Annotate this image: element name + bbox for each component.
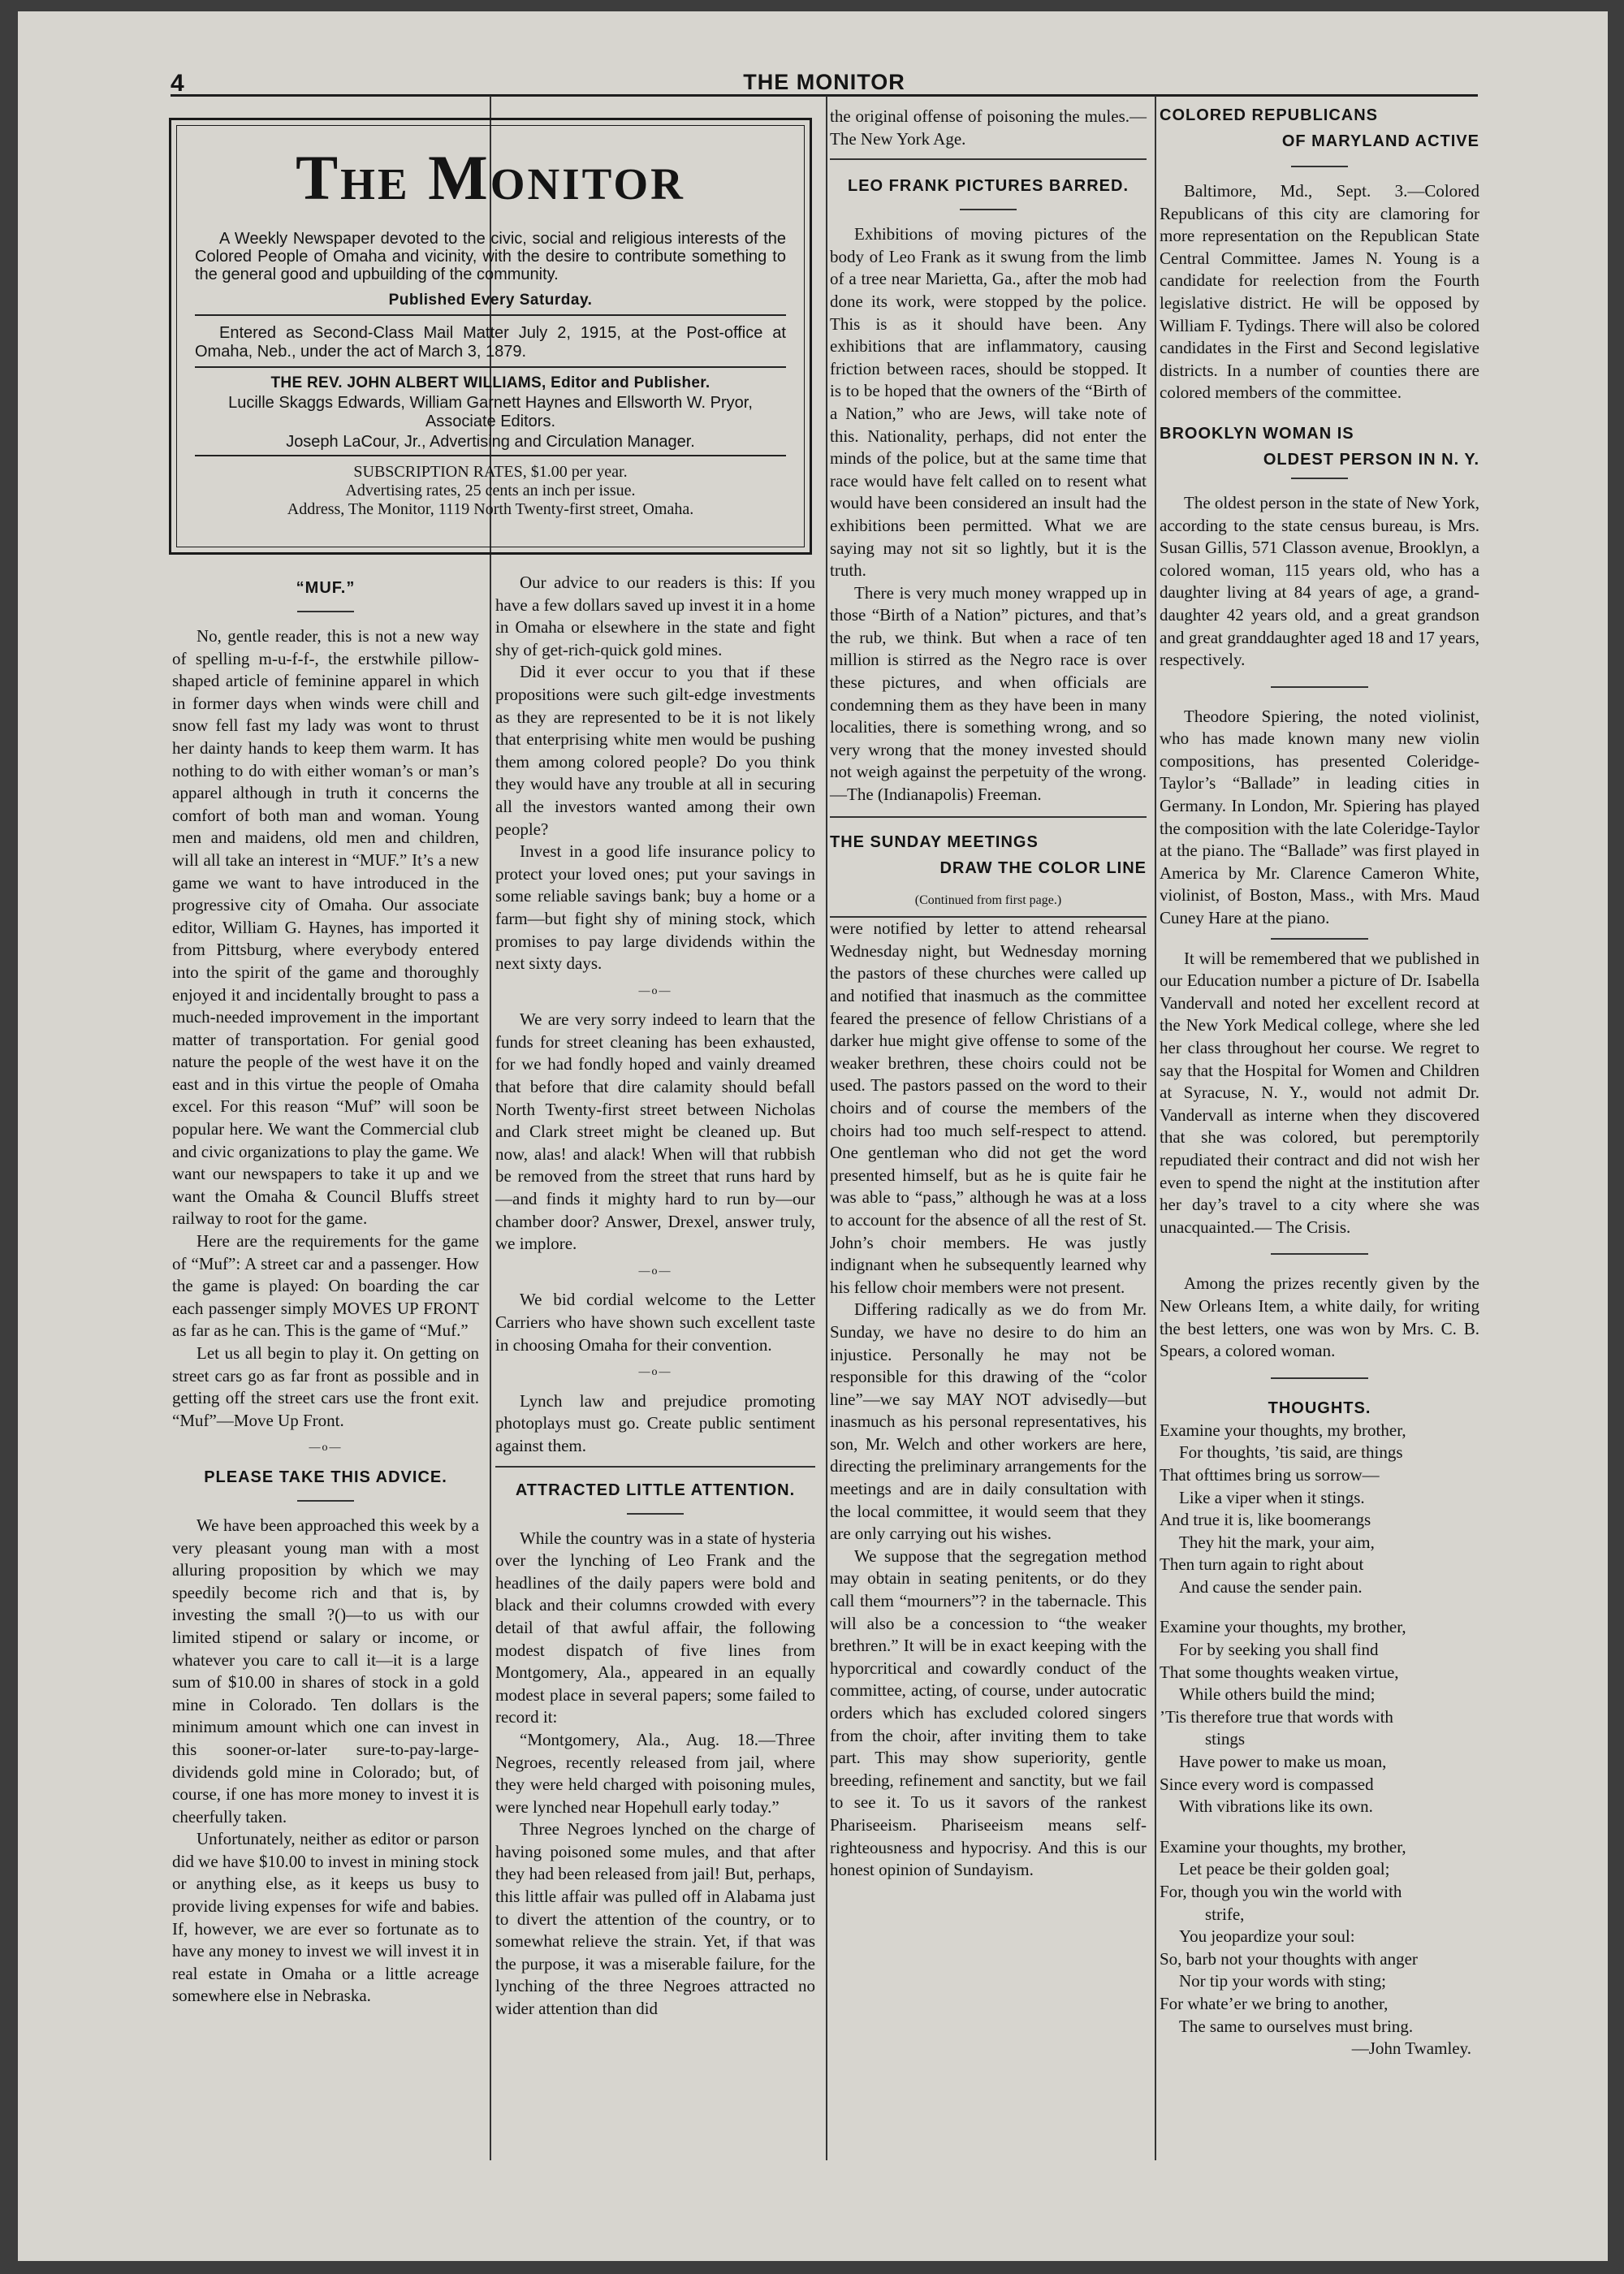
- vandervall-paragraph: It will be remembered that we published in our Education number a picture of Dr. Isabella Vandervall and noted her excellent record at the New York Medical college, where she led her class throughout her course. We regret to say that the Hospital for Women and Children at Syracuse, N. Y., would not admit Dr. Vandervall as interne when they discovered that she was colored, but peremptorily repudiated their contract and did not wish her even to spend the night at the institution after her day’s travel to a city where she was unacquainted.— The Crisis.: [1160, 948, 1479, 1237]
- poem-line: With vibrations like its own.: [1179, 1796, 1373, 1817]
- masthead-title: The Monitor: [296, 142, 685, 213]
- masthead-entered: Entered as Second-Class Mail Matter July 2, 1915, at the Post-office at Omaha, Neb., under the act of March 3, 1879.: [195, 324, 786, 361]
- section-rule: [830, 816, 1147, 818]
- poem-line: That some thoughts weaken virtue,: [1160, 1662, 1399, 1682]
- separator: —o—: [638, 1366, 672, 1379]
- header-rule: [171, 94, 1478, 97]
- sunday-meetings-headline: [830, 829, 1147, 881]
- separator: —o—: [638, 984, 672, 997]
- headline-line: COLORED REPUBLICANS: [1160, 106, 1379, 124]
- advice-headline: PLEASE TAKE THIS ADVICE.: [204, 1468, 447, 1486]
- poem-line: For whate’er we bring to another,: [1160, 1993, 1389, 2013]
- attracted-paragraph: While the country was in a state of hysteria over the lynching of Leo Frank and the headlines of the daily papers were bold and black and their columns crowded with every detail of that awful affair, the following modest dispatch of five lines from Montgomery, Ala., appeared in an equally modest place in several papers; some failed to record it:: [495, 1528, 815, 1727]
- poem-line: For thoughts, ’tis said, are things: [1179, 1442, 1403, 1463]
- poem-line: For, though you win the world with: [1160, 1882, 1402, 1901]
- sunday-paragraph: were notified by letter to attend rehearsal Wednesday night, but Wednesday morning the pastors of these churches were called up and notified that inasmuch as the committee feared the presence of fellow Christians of a darker hue might give offense to some of the weaker brethren, these choirs could not be used. The pastors passed on the word to their choirs and of course the members of the choirs had too much self-respect to attend. One gentleman who did not get the word presented himself, but as he is quite fair he was able to “pass,” although he was at a loss to account for the absence of all the rest of St. John’s choir members. He was justly indignant when he subsequently learned why his fellow choir members were not present.: [830, 919, 1147, 1297]
- masthead-manager: Joseph LaCour, Jr., Advertising and Circulation Manager.: [286, 433, 695, 451]
- poem-line: Nor tip your words with sting;: [1179, 1971, 1386, 1991]
- section-rule: [830, 158, 1147, 160]
- masthead-description: A Weekly Newspaper devoted to the civic, social and religious interests of the Colored People of Omaha and vicinity, with the desire to contribute something to the general good and upbuilding of the community.: [195, 230, 786, 283]
- poem-line: Examine your thoughts, my brother,: [1160, 1420, 1406, 1440]
- poem-line: You jeopardize your soul:: [1179, 1926, 1355, 1947]
- masthead-editor: THE REV. JOHN ALBERT WILLIAMS, Editor and Publisher.: [270, 374, 710, 391]
- advice-paragraph: Invest in a good life insurance policy to protect your loved ones; put your savings in some reliable savings bank; buy a home or a farm—but fight shy of mining stock, which promises to pay large dividends within the next sixty days.: [495, 841, 815, 974]
- poem-title: THOUGHTS.: [1268, 1399, 1371, 1417]
- column-rule-2: [826, 96, 827, 2160]
- headline-line: BROOKLYN WOMAN IS: [1160, 424, 1354, 443]
- masthead-subscription: SUBSCRIPTION RATES, $1.00 per year.: [353, 463, 628, 481]
- masthead-rule: [195, 314, 786, 316]
- attracted-headline: ATTRACTED LITTLE ATTENTION.: [515, 1481, 796, 1499]
- street-cleaning-paragraph: We are very sorry indeed to learn that the funds for street cleaning has been exhausted, for we had fondly hoped and vainly dreamed that before that dire calamity should befall North Twenty-first street between Nicholas and Clark street might be cleaned up. But now, alas! and alack! When will that rubbish be removed from the street that runs hard by—and finds it mighty hard to run by—our chamber door? Answer, Drexel, answer truly, we implore.: [495, 1009, 815, 1254]
- column-rule-3: [1155, 96, 1156, 2160]
- headline-dash: [297, 611, 354, 612]
- poem-line: Since every word is compassed: [1160, 1774, 1374, 1794]
- headline-dash: [627, 1513, 684, 1515]
- headline-line: THE SUNDAY MEETINGS: [830, 832, 1039, 851]
- headline-dash: [1291, 478, 1348, 479]
- masthead-published: Published Every Saturday.: [388, 292, 593, 309]
- separator-rule: [1271, 1253, 1368, 1255]
- attracted-paragraph: Three Negroes lynched on the charge of having poisoned some mules, and that after they had been released from jail! But, perhaps, this little affair was pulled off in Alabama just to divert the attention of the country, or to somewhat relieve the strain. Yet, if that was the purpose, it was a miserable failure, for the lynching of the three Negroes attracted no wider attention than did: [495, 1819, 815, 2019]
- separator: —o—: [309, 1442, 343, 1455]
- poem-body: [1160, 1420, 1479, 2038]
- masthead-box: [169, 118, 812, 555]
- poem-line: Let peace be their golden goal;: [1179, 1859, 1390, 1879]
- prizes-paragraph: Among the prizes recently given by the New Orleans Item, a white daily, for writing the best letters, one was won by Mrs. C. B. Spears, a colored woman.: [1160, 1273, 1479, 1361]
- headline-dash: [960, 209, 1017, 210]
- poem-line: And true it is, like boomerangs: [1160, 1510, 1371, 1530]
- brooklyn-headline: [1160, 421, 1479, 473]
- poem-line: And cause the sender pain.: [1179, 1576, 1363, 1597]
- letter-carriers-paragraph: We bid cordial welcome to the Letter Carriers who have shown such excellent taste in choosing Omaha for their convention.: [495, 1290, 815, 1355]
- sunday-paragraph: Differing radically as we do from Mr. Sunday, we have no desire to do him an injustice. Personally he may not be responsible for this drawing of the “color line”—we say MAY NOT advisedly—but inasmuch as his personal representatives, his son, Mr. Welch and other workers are here, directing the preliminary arrangements for the meetings and are in daily consultation with the local committee, it would seem that they are only carrying out his wishes.: [830, 1299, 1147, 1544]
- spiering-paragraph: Theodore Spiering, the noted violinist, who has made known many new violin compositions, has presented Coleridge-Taylor’s “Ballade” in leading cities in Germany. In London, Mr. Spiering has played the composition with the late Coleridge-Taylor at the piano. The “Ballade” was first played in America by Mr. Clarence Cameron White, violinist, of Boston, Mass., with Mrs. Maud Cuney Hare at the piano.: [1160, 706, 1479, 928]
- separator-rule: [1271, 1377, 1368, 1379]
- muf-headline: “MUF.”: [296, 579, 356, 597]
- column-4: [1160, 102, 1479, 2060]
- poem-line: Examine your thoughts, my brother,: [1160, 1617, 1406, 1637]
- masthead-address: Address, The Monitor, 1119 North Twenty-first street, Omaha.: [287, 500, 694, 518]
- advice-paragraph: Did it ever occur to you that if these propositions were such gilt-edge investments as they are represented to be it is not likely that enterprising white men would be pushing them among colored people? Do you think they would have any trouble at all in securing all the investors wanted among their own people?: [495, 662, 815, 839]
- column-3: [830, 106, 1147, 1882]
- continued-note: (Continued from first page.): [914, 893, 1062, 907]
- stanza-gap: [1160, 1818, 1479, 1836]
- muf-paragraph: Here are the requirements for the game of “Muf”: A street car and a passenger. How the game is played: On boarding the car each passenger simply MOVES UP FRONT as far as he can. This is the game of “Muf.”: [172, 1231, 479, 1341]
- headline-dash: [297, 1500, 354, 1502]
- maryland-headline: [1160, 102, 1479, 154]
- poem-line: While others build the mind;: [1179, 1684, 1376, 1705]
- column-2: [495, 572, 815, 2021]
- masthead-rule: [195, 455, 786, 456]
- stanza-gap: [1160, 1598, 1479, 1616]
- column-1: [172, 572, 479, 2008]
- advice-paragraph: Unfortunately, neither as editor or parson did we have $10.00 to invest in mining stock or anything else, as it keeps us busy to provide living expenses for wife and babies. If, however, we are ever so fortunate as to have any money to invest we will invest it in real estate in Omaha or a little acreage somewhere else in Nebraska.: [172, 1829, 479, 2006]
- poem-line: For by seeking you shall find: [1179, 1640, 1379, 1660]
- attracted-continuation: the original offense of poisoning the mules.—The New York Age.: [830, 106, 1147, 149]
- leo-frank-paragraph: There is very much money wrapped up in those “Birth of a Nation” pictures, and that’s the rub, we think. But when a race of ten million is stirred as the Negro race is over these pictures, and when officials are condemning them as they have been in many localities, there is something wrong, and so very wrong that the money invested should not weigh against the perpetuity of the wrong. —The (Indianapolis) Freeman.: [830, 582, 1147, 805]
- poem-line: So, barb not your thoughts with anger: [1160, 1948, 1418, 1969]
- attracted-paragraph: “Montgomery, Ala., Aug. 18.—Three Negroes, recently released from jail, where they were held charged with poisoning mules, were lynched near Hopehull early today.”: [495, 1729, 815, 1817]
- sunday-paragraph: We suppose that the segregation method may obtain in seating penitents, or do they call them “mourners”? in the tabernacle. This will also be a concession to “the weaker brethren.” It will be in exact keeping with the hyporcritical and cowardly conduct of the committee, acting, of course, under autocratic orders which has excluded colored singers from the choir, after inviting them to take part. This may show superiority, gentle breeding, refinement and sanctity, but we fail to see it. To us it savors of the rankest Phariseeism. Phariseeism means self-righteousness and hypocrisy. And this is our honest opinion of Sundayism.: [830, 1546, 1147, 1880]
- separator: —o—: [638, 1265, 672, 1278]
- leo-frank-headline: LEO FRANK PICTURES BARRED.: [847, 177, 1129, 196]
- poem-line: strife,: [1205, 1904, 1245, 1924]
- headline-dash: [1291, 166, 1348, 167]
- page-number: 4: [171, 70, 184, 97]
- masthead-associates: Lucille Skaggs Edwards, William Garnett Haynes and Ellsworth W. Pryor, Associate Editors.: [228, 394, 753, 430]
- paper-name: THE MONITOR: [743, 70, 905, 94]
- lynch-law-paragraph: Lynch law and prejudice promoting photoplays must go. Create public sentiment against them.: [495, 1390, 815, 1455]
- poem-line: stings: [1205, 1729, 1246, 1749]
- headline-line: OF MARYLAND ACTIVE: [1281, 132, 1479, 150]
- headline-line: DRAW THE COLOR LINE: [939, 858, 1147, 877]
- separator-rule: [1271, 686, 1368, 688]
- muf-paragraph: No, gentle reader, this is not a new way of spelling m-u-f-f-, the erstwhile pillow-shaped article of feminine apparel in which in former days when winds were chill and snow fell fast my lady was wont to thrust her dainty hands to keep them warm. It has nothing to do with either woman’s or man’s apparel although in truth it concerns the comfort of both man and woman. Young men and maidens, old men and children, will all take an interest in “MUF.” It’s a new game we want to have introduced in the progressive city of Omaha. Our associate editor, William G. Haynes, has imported it from Pittsburg, where everybody entered into the spirit of the game and thoroughly enjoyed it and incidentally brought to pass a much-needed improvement in the important matter of transportation. For genial good nature the people of the west have it on the east and in this virtue the people of Omaha excel. For this reason “Muf” will soon be popular here. We want the Commercial club and civic organizations to play the game. We want our newspapers to take it up and we want the Omaha & Council Bluffs street railway to root for the game.: [172, 626, 479, 1229]
- poem-line: Have power to make us moan,: [1179, 1752, 1387, 1772]
- poem-line: Then turn again to right about: [1160, 1554, 1364, 1575]
- poem-line: Examine your thoughts, my brother,: [1160, 1836, 1406, 1857]
- masthead-rule: [195, 366, 786, 368]
- poem-line: ’Tis therefore true that words with: [1160, 1706, 1393, 1727]
- poem-line: The same to ourselves must bring.: [1179, 2016, 1414, 2036]
- poem-author: —John Twamley.: [1351, 2038, 1471, 2059]
- poem-line: That ofttimes bring us sorrow—: [1160, 1464, 1380, 1485]
- brooklyn-paragraph: The oldest person in the state of New York, according to the state census bureau, is Mrs. Susan Gillis, 571 Classon avenue, Brooklyn, a colored woman, 115 years old, who has a daughter living at 84 years of age, a grand-daughter 42 years old, and a great grandson and great granddaughter aged 18 and 17 years, respectively.: [1160, 492, 1479, 670]
- headline-line: OLDEST PERSON IN N. Y.: [1263, 450, 1479, 469]
- advice-paragraph: We have been approached this week by a very pleasant young man with a most alluring proposition by which we may speedily become rich and that is, by investing the small ?()—to us with our limited stipend or salary or income, or whatever you care to call it—it is a large sum of $10.00 in shares of stock in a gold mine in Colorado. Ten dollars is the minimum amount which one can invest in this sooner-or-later sure-to-pay-large-dividends gold mine in Colorado; but, of course, if one has more money to invest it is cheerfully taken.: [172, 1515, 479, 1827]
- poem-line: Like a viper when it stings.: [1179, 1487, 1365, 1507]
- advice-paragraph: Our advice to our readers is this: If you have a few dollars saved up invest it in a home in Omaha or elsewhere in the state and fight shy of get-rich-quick gold mines.: [495, 573, 815, 659]
- poem-line: They hit the mark, your aim,: [1179, 1532, 1375, 1552]
- maryland-paragraph: Baltimore, Md., Sept. 3.—Colored Republicans of this city are clamoring for more representation on the Republican State Central Committee. James N. Young is a candidate for reelection from the Fourth legislative district. He will be opposed by William F. Tydings. There will also be colored candidates in the First and Second legislative districts. In a number of counties there are colored members of the committee.: [1160, 181, 1479, 403]
- muf-paragraph: Let us all begin to play it. On getting on street cars go as far front as possible and in getting off the street cars use the front exit. “Muf”—Move Up Front.: [172, 1343, 479, 1430]
- leo-frank-paragraph: Exhibitions of moving pictures of the body of Leo Frank as it swung from the limb of a tree near Marietta, Ga., after the mob had done its work, were stopped by the police. This is as it should have been. Any exhibitions that are inflammatory, causing friction between races, should be stopped. It is to be hoped that the owners of the “Birth of a Nation,” who are Jews, will take note of this. Nationality, perhaps, did not enter the minds of the police, but at the same time that race would have felt called on to resent what would have been considered an insult had the exhibitions been permitted. What we are saying may not sit so lightly, but it is the truth.: [830, 224, 1147, 581]
- masthead-advertising: Advertising rates, 25 cents an inch per issue.: [345, 482, 636, 499]
- separator-rule: [1271, 938, 1368, 940]
- section-rule: [495, 1466, 815, 1468]
